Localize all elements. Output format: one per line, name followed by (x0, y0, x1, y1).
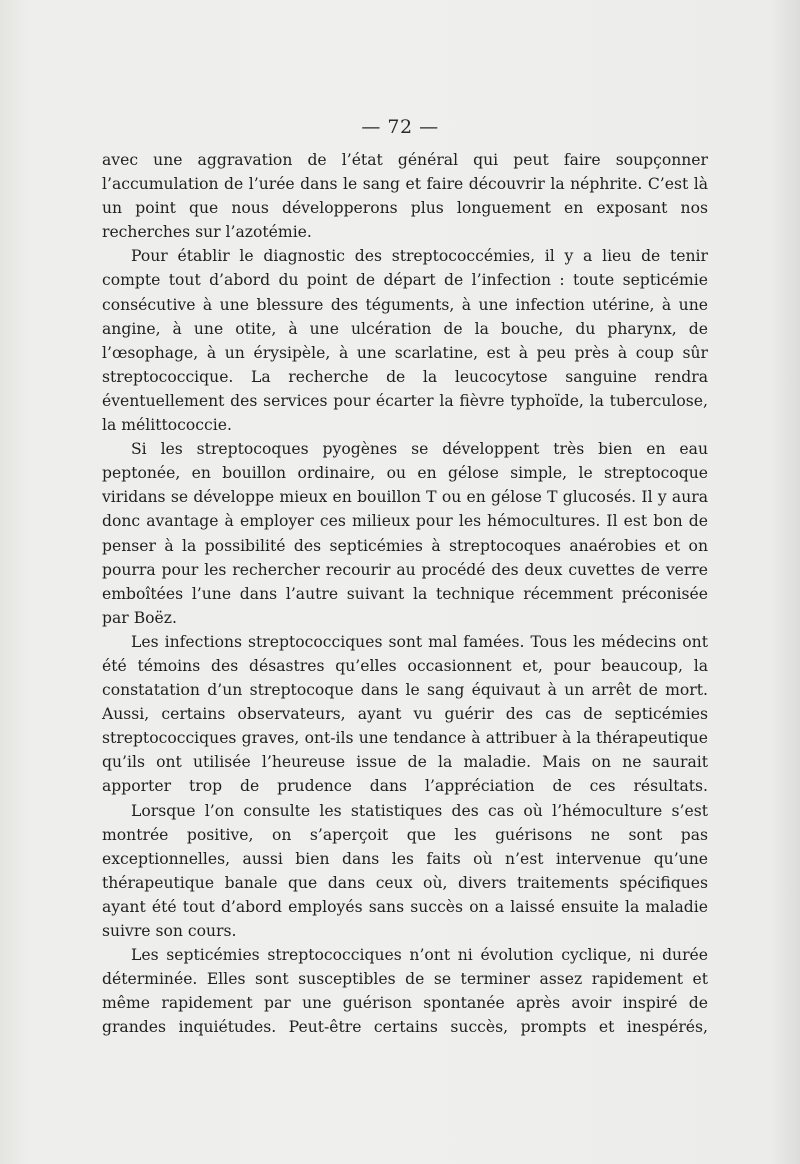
body-text (102, 148, 708, 1039)
page-number: — 72 — (361, 116, 439, 138)
paragraph-4: Les infections streptococciques sont mal famées. Tous les médecins ont été témoins des désastres qu’elles occasionnent et, pour beaucoup, la constatation d’un streptocoque dans le sang équivaut à un arrêt de mort. Aussi, certains observateurs, ayant vu guérir des cas de septicémies streptococciques graves, ont-ils une tendance à attribuer à la thérapeutique qu’ils ont utilisée l’heureuse issue de la maladie. Mais on ne saurait apporter trop de prudence dans l’appréciation de ces résultats. (102, 632, 708, 796)
paragraph-2: Pour établir le diagnostic des streptococcémies, il y a lieu de tenir compte tout d’abord du point de départ de l’infection : toute septicémie consécutive à une blessure des téguments, à une infection utérine, à une angine, à une otite, à une ulcération de la bouche, du pharynx, de l’œsophage, à un érysipèle, à une scarlatine, est à peu près à coup sûr streptococcique. La recherche de la leucocytose sanguine rendra éventuellement des services pour écarter la fièvre typhoïde, la tuberculose, la mélittococcie. (102, 247, 708, 435)
paragraph-5: Lorsque l’on consulte les statistiques des cas où l’hémoculture s’est montrée positive, on s’aperçoit que les guérisons ne sont pas exceptionnelles, aussi bien dans les faits où n’est intervenue qu’une thérapeutique banale que dans ceux où, divers traitements spécifiques ayant été tout d’abord employés sans succès on a laissé ensuite la maladie suivre son cours. (102, 801, 708, 940)
paragraph-3: Si les streptocoques pyogènes se développent très bien en eau peptonée, en bouillon ordinaire, ou en gélose simple, le streptocoque viridans se développe mieux en bouillon T ou en gélose T glucosés. Il y aura donc avantage à employer ces milieux pour les hémocultures. Il est bon de penser à la possibilité des septicémies à streptocoques anaérobies et on pourra pour les rechercher recourir au procédé des deux cuvettes de verre emboîtées l’une dans l’autre suivant la technique récemment préconisée par Boëz. (102, 440, 708, 627)
paragraph-6: Les septicémies streptococciques n’ont ni évolution cyclique, ni durée déterminée. Elles sont susceptibles de se terminer assez rapidement et même rapidement par une guérison spontanée après avoir inspiré de grandes inquiétudes. Peut-être certains succès, prompts et inespérés, (102, 946, 708, 1037)
paragraph-1: avec une aggravation de l’état général qui peut faire soupçonner l’accumulation de l’urée dans le sang et faire découvrir la néphrite. C’est là un point que nous développerons plus longuement en exposant nos recherches sur l’azotémie. (102, 151, 708, 242)
